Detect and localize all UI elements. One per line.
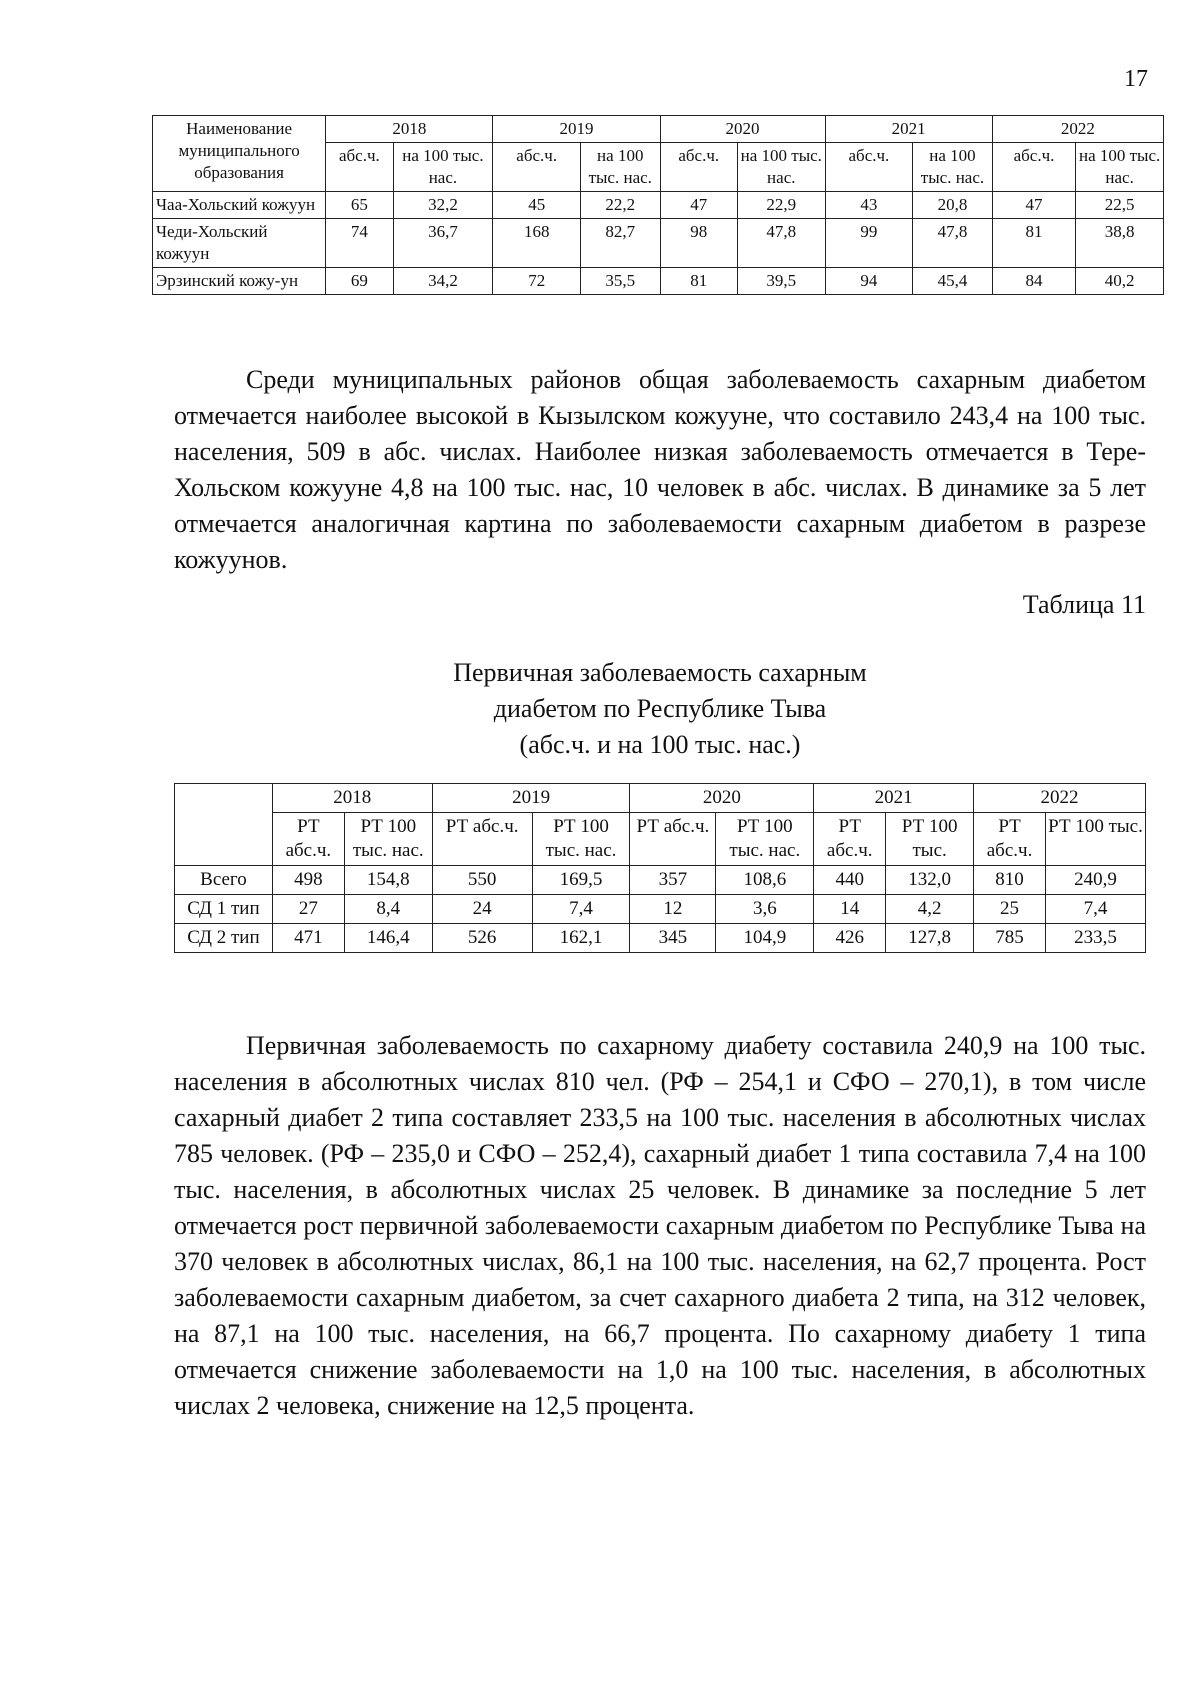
cell: 24 bbox=[432, 895, 532, 924]
cell: 471 bbox=[272, 924, 344, 953]
subheader-rate: на 100 тыс. нас. bbox=[737, 143, 825, 192]
cell: 43 bbox=[825, 192, 913, 219]
year-header: 2020 bbox=[660, 116, 825, 143]
cell: 8,4 bbox=[344, 895, 432, 924]
cell: 426 bbox=[814, 924, 886, 953]
row-name: Всего bbox=[175, 866, 273, 895]
subheader-rate: на 100 тыс. нас. bbox=[393, 143, 493, 192]
subheader: РТ абс.ч. bbox=[272, 813, 344, 866]
header-empty-cell bbox=[175, 784, 273, 866]
cell: 69 bbox=[326, 268, 393, 295]
subheader: РТ 100 тыс. нас. bbox=[532, 813, 630, 866]
subheader-abs: абс.ч. bbox=[660, 143, 737, 192]
subheader-rate: на 100 тыс. нас. bbox=[913, 143, 992, 192]
paragraph-primary-incidence: Первичная заболеваемость по сахарному диабету составила 240,9 на 100 тыс. населения в абсолютных числах 810 чел. (РФ – 254,1 и СФО – 270,1), в том числе сахарный диабет 2 типа составляет 233,5 на 100 тыс. населения в абсолютных числах 785 человек. (РФ – 235,0 и СФО – 252,4), сахарный диабет 1 типа составила 7,4 на 100 тыс. населения, в абсолютных числах 25 человек. В динамике за последние 5 лет отмечается рост первичной заболеваемости сахарным диабетом по Республике Тыва на 370 человек в абсолютных числах, 86,1 на 100 тыс. населения, на 62,7 процента. Рост заболеваемости сахарным диабетом, за счет сахарного диабета 2 типа, на 312 человек, на 87,1 на 100 тыс. населения, на 66,7 процента. По сахарному диабету 1 типа отмечается снижение заболеваемости на 1,0 на 100 тыс. населения, в абсолютных числах 2 человека, снижение на 12,5 процента. bbox=[174, 1031, 1146, 1420]
cell: 98 bbox=[660, 219, 737, 268]
cell: 357 bbox=[630, 866, 716, 895]
table-header-row bbox=[153, 116, 1164, 143]
cell: 22,5 bbox=[1076, 192, 1164, 219]
cell: 22,9 bbox=[737, 192, 825, 219]
subheader-abs: абс.ч. bbox=[493, 143, 581, 192]
cell: 47 bbox=[660, 192, 737, 219]
subheader-rate: на 100 тыс. нас. bbox=[1076, 143, 1164, 192]
cell: 127,8 bbox=[886, 924, 974, 953]
cell: 35,5 bbox=[581, 268, 660, 295]
year-header: 2018 bbox=[272, 784, 432, 813]
cell: 81 bbox=[992, 219, 1076, 268]
cell: 25 bbox=[974, 895, 1046, 924]
table-row bbox=[175, 924, 1146, 953]
cell: 550 bbox=[432, 866, 532, 895]
cell: 345 bbox=[630, 924, 716, 953]
cell: 7,4 bbox=[532, 895, 630, 924]
municipal-incidence-table bbox=[152, 115, 1164, 295]
cell: 40,2 bbox=[1076, 268, 1164, 295]
table-title-line: Первичная заболеваемость сахарным bbox=[453, 658, 867, 687]
cell: 233,5 bbox=[1046, 924, 1146, 953]
year-header: 2019 bbox=[493, 116, 660, 143]
cell: 84 bbox=[992, 268, 1076, 295]
cell: 32,2 bbox=[393, 192, 493, 219]
table-subheader-row bbox=[175, 813, 1146, 866]
cell: 154,8 bbox=[344, 866, 432, 895]
table-row bbox=[153, 219, 1164, 268]
subheader: РТ абс.ч. bbox=[814, 813, 886, 866]
cell: 108,6 bbox=[716, 866, 814, 895]
cell: 47 bbox=[992, 192, 1076, 219]
header-name-cell: Наименование муниципального образования bbox=[153, 116, 326, 192]
cell: 45,4 bbox=[913, 268, 992, 295]
year-header: 2022 bbox=[992, 116, 1163, 143]
cell: 162,1 bbox=[532, 924, 630, 953]
cell: 27 bbox=[272, 895, 344, 924]
cell: 47,8 bbox=[913, 219, 992, 268]
subheader: РТ 100 тыс. нас. bbox=[344, 813, 432, 866]
table-row bbox=[153, 192, 1164, 219]
subheader-rate: на 100 тыс. нас. bbox=[581, 143, 660, 192]
primary-incidence-table bbox=[174, 783, 1146, 953]
year-header: 2021 bbox=[825, 116, 992, 143]
subheader: РТ абс.ч. bbox=[630, 813, 716, 866]
row-name: Эрзинский кожу-ун bbox=[153, 268, 326, 295]
table-title-line: диабетом по Республике Тыва bbox=[493, 694, 827, 723]
table-row bbox=[175, 895, 1146, 924]
cell: 240,9 bbox=[1046, 866, 1146, 895]
cell: 82,7 bbox=[581, 219, 660, 268]
cell: 7,4 bbox=[1046, 895, 1146, 924]
cell: 47,8 bbox=[737, 219, 825, 268]
year-header: 2022 bbox=[974, 784, 1146, 813]
cell: 65 bbox=[326, 192, 393, 219]
cell: 72 bbox=[493, 268, 581, 295]
row-name: Чаа-Хольский кожуун bbox=[153, 192, 326, 219]
cell: 99 bbox=[825, 219, 913, 268]
subheader-abs: абс.ч. bbox=[825, 143, 913, 192]
cell: 785 bbox=[974, 924, 1046, 953]
table-title-line: (абс.ч. и на 100 тыс. нас.) bbox=[519, 730, 801, 759]
cell: 810 bbox=[974, 866, 1046, 895]
cell: 440 bbox=[814, 866, 886, 895]
cell: 132,0 bbox=[886, 866, 974, 895]
cell: 168 bbox=[493, 219, 581, 268]
row-name: Чеди-Хольский кожуун bbox=[153, 219, 326, 268]
cell: 81 bbox=[660, 268, 737, 295]
cell: 22,2 bbox=[581, 192, 660, 219]
cell: 526 bbox=[432, 924, 532, 953]
cell: 146,4 bbox=[344, 924, 432, 953]
subheader: РТ абс.ч. bbox=[974, 813, 1046, 866]
table-row bbox=[175, 866, 1146, 895]
row-name: СД 1 тип bbox=[175, 895, 273, 924]
table-row bbox=[153, 268, 1164, 295]
cell: 34,2 bbox=[393, 268, 493, 295]
table-header-row bbox=[175, 784, 1146, 813]
table-title bbox=[380, 655, 940, 763]
cell: 104,9 bbox=[716, 924, 814, 953]
subheader: РТ 100 тыс. нас. bbox=[716, 813, 814, 866]
table-label: Таблица 11 bbox=[1022, 590, 1146, 619]
subheader-abs: абс.ч. bbox=[326, 143, 393, 192]
subheader-abs: абс.ч. bbox=[992, 143, 1076, 192]
cell: 12 bbox=[630, 895, 716, 924]
cell: 36,7 bbox=[393, 219, 493, 268]
cell: 39,5 bbox=[737, 268, 825, 295]
row-name: СД 2 тип bbox=[175, 924, 273, 953]
subheader: РТ 100 тыс. bbox=[1046, 813, 1146, 866]
year-header: 2021 bbox=[814, 784, 974, 813]
cell: 74 bbox=[326, 219, 393, 268]
cell: 169,5 bbox=[532, 866, 630, 895]
cell: 3,6 bbox=[716, 895, 814, 924]
subheader: РТ 100 тыс. bbox=[886, 813, 974, 866]
cell: 94 bbox=[825, 268, 913, 295]
cell: 20,8 bbox=[913, 192, 992, 219]
subheader: РТ абс.ч. bbox=[432, 813, 532, 866]
cell: 38,8 bbox=[1076, 219, 1164, 268]
cell: 4,2 bbox=[886, 895, 974, 924]
cell: 14 bbox=[814, 895, 886, 924]
cell: 45 bbox=[493, 192, 581, 219]
page-number: 17 bbox=[1124, 66, 1148, 92]
cell: 498 bbox=[272, 866, 344, 895]
year-header: 2019 bbox=[432, 784, 630, 813]
year-header: 2018 bbox=[326, 116, 493, 143]
year-header: 2020 bbox=[630, 784, 814, 813]
paragraph-municipal-incidence: Среди муниципальных районов общая заболеваемость сахарным диабетом отмечается наиболее высокой в Кызылском кожууне, что составило 243,4 на 100 тыс. населения, 509 в абс. числах. Наиболее низкая заболеваемость отмечается в Тере-Хольском кожууне 4,8 на 100 тыс. нас, 10 человек в абс. числах. В динамике за 5 лет отмечается аналогичная картина по заболеваемости сахарным диабетом в разрезе кожуунов. bbox=[174, 365, 1146, 574]
